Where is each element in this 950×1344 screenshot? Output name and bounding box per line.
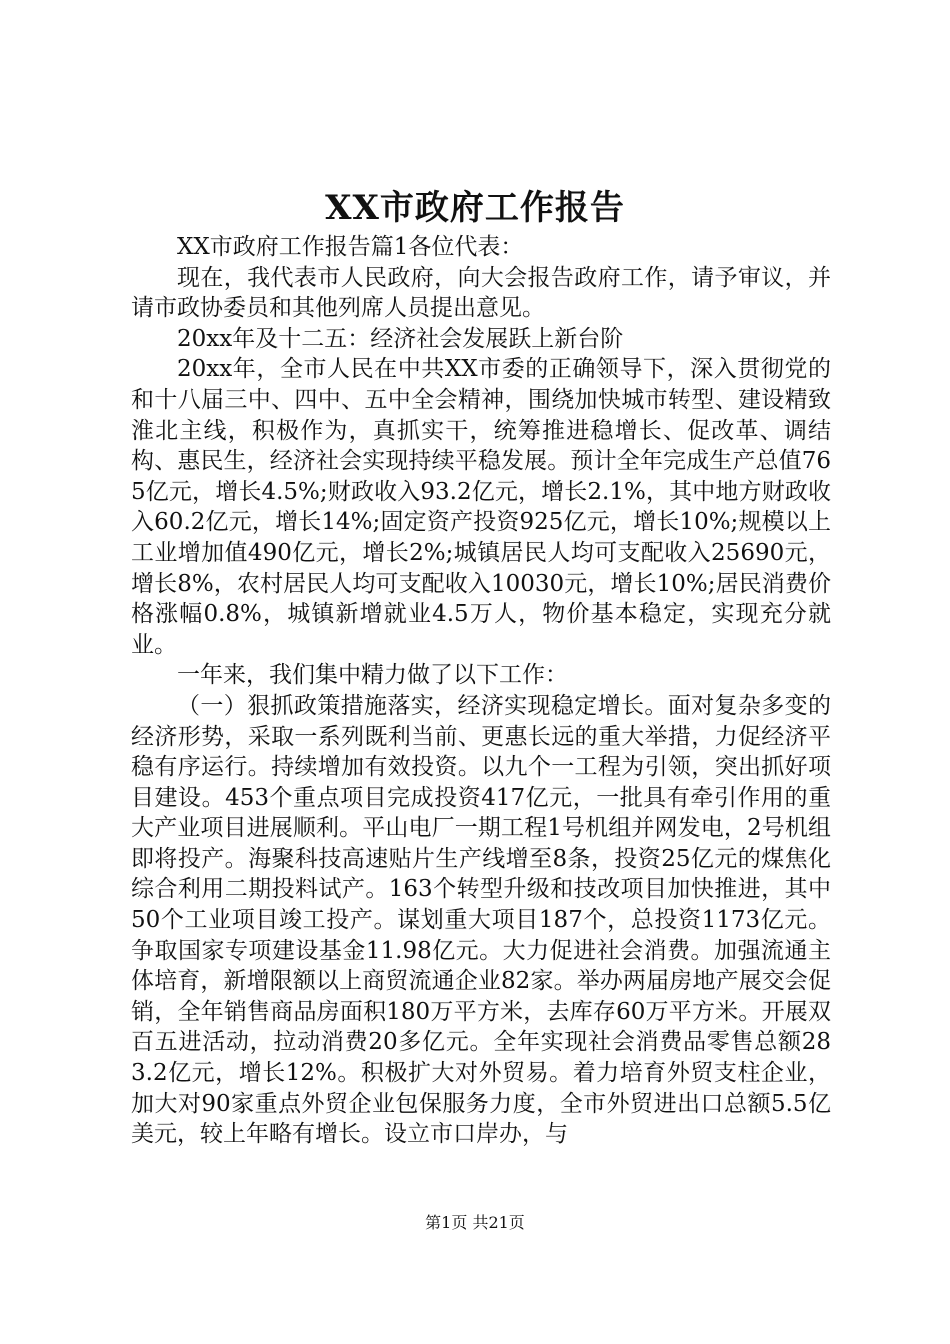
section-heading: 20xx年及十二五：经济社会发展跃上新台阶: [177, 325, 624, 352]
paragraph-work-item-1: （一）狠抓政策措施落实，经济实现稳定增长。面对复杂多变的经济形势，采取一系列既利当前、更惠长远的重大举措，力促经济平稳有序运行。持续增加有效投资。以九个一工程为引领，突出抓好项目建设。453个重点项目完成投资417亿元，一批具有牵引作用的重大产业项目进展顺利。平山电厂一期工程1号机组并网发电，2号机组即将投产。海聚科技高速贴片生产线增至8条，投资25亿元的煤焦化综合利用二期投料试产。163个转型升级和技改项目加快推进，其中50个工业项目竣工投产。谋划重大项目187个，总投资1173亿元。争取国家专项建设基金11.98亿元。大力促进社会消费。加强流通主体培育，新增限额以上商贸流通企业82家。举办两届房地产展交会促销，全年销售商品房面积180万平方米，去库存60万平方米。开展双百五进活动，拉动消费20多亿元。全年实现社会消费品零售总额283.2亿元，增长12%。积极扩大对外贸易。着力培育外贸支柱企业，加大对90家重点外贸企业包保服务力度，全市外贸进出口总额5.5亿美元，较上年略有增长。设立市口岸办，与: [131, 692, 831, 1148]
document-title: XX市政府工作报告: [325, 188, 625, 228]
paragraph-work-intro: 一年来，我们集中精力做了以下工作：: [177, 662, 568, 689]
paragraph-intro: 现在，我代表市人民政府，向大会报告政府工作，请予审议，并请市政协委员和其他列席人员提出意见。: [131, 264, 831, 322]
paragraph-summary: 20xx年，全市人民在中共XX市委的正确领导下，深入贯彻党的和十八届三中、四中、五中全会精神，围绕加快城市转型、建设精致淮北主线，积极作为，真抓实干，统筹推进稳增长、促改革、调结构、惠民生，经济社会实现持续平稳发展。预计全年完成生产总值765亿元，增长4.5%;财政收入93.2亿元，增长2.1%，其中地方财政收入60.2亿元，增长14%;固定资产投资925亿元，增长10%;规模以上工业增加值490亿元，增长2%;城镇居民人均可支配收入25690元，增长8%，农村居民人均可支配收入10030元，增长10%;居民消费价格涨幅0.8%，城镇新增就业4.5万人，物价基本稳定，实现充分就业。: [131, 356, 831, 658]
document-body: [131, 232, 831, 1150]
page-number: 第1页 共21页: [425, 1213, 525, 1232]
paragraph-greeting: XX市政府工作报告篇1各位代表：: [177, 234, 524, 260]
